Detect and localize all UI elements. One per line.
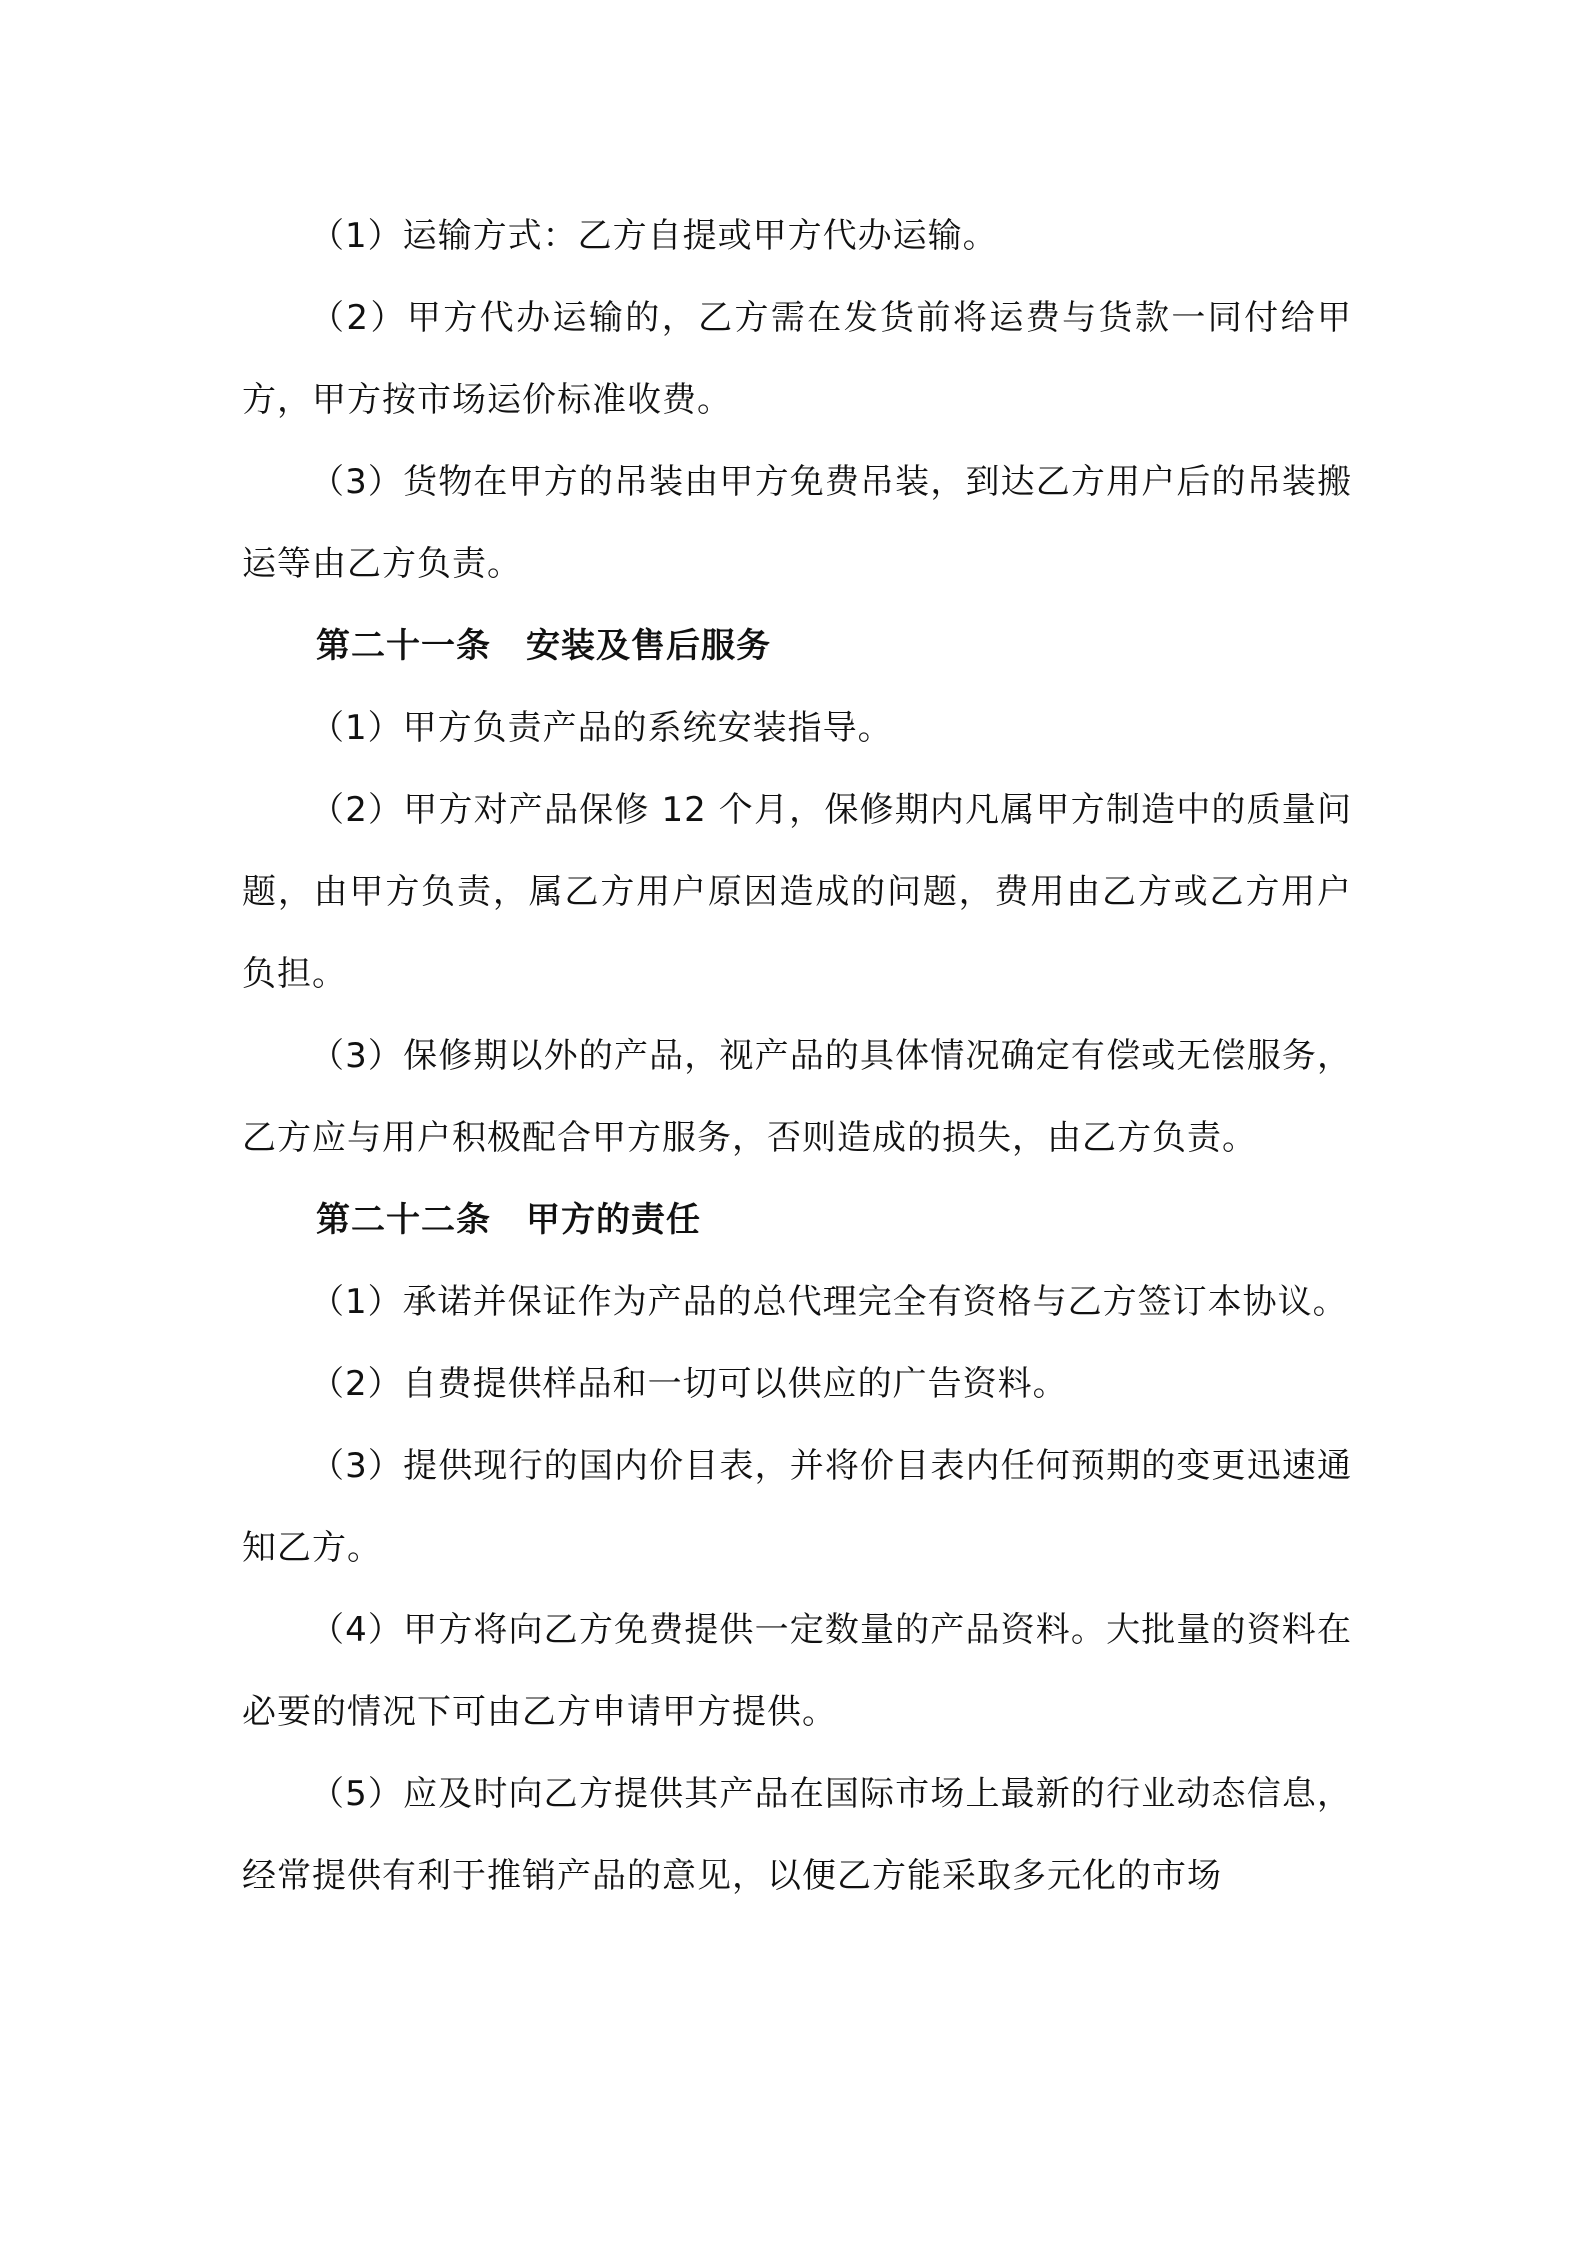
document-body [242, 195, 1352, 1917]
paragraph-warranty: （2）甲方对产品保修 12 个月，保修期内凡属甲方制造中的质量问题，由甲方负责，属乙方用户原因造成的问题，费用由乙方或乙方用户负担。 [242, 790, 1352, 994]
paragraph-agent-qualification: （1）承诺并保证作为产品的总代理完全有资格与乙方签订本协议。 [310, 1282, 1348, 1322]
paragraph-post-warranty-service: （3）保修期以外的产品，视产品的具体情况确定有偿或无偿服务，乙方应与用户积极配合甲方服务，否则造成的损失，由乙方负责。 [242, 1036, 1352, 1158]
paragraph-samples: （2）自费提供样品和一切可以供应的广告资料。 [310, 1364, 1068, 1404]
article-21-heading: 第二十一条 安装及售后服务 [316, 626, 771, 666]
paragraph-transport-method: （1）运输方式：乙方自提或甲方代办运输。 [310, 216, 998, 256]
article-22-heading: 第二十二条 甲方的责任 [316, 1200, 701, 1240]
paragraph-lifting: （3）货物在甲方的吊装由甲方免费吊装，到达乙方用户后的吊装搬运等由乙方负责。 [242, 462, 1352, 584]
paragraph-market-information: （5）应及时向乙方提供其产品在国际市场上最新的行业动态信息，经常提供有利于推销产品的意见，以便乙方能采取多元化的市场 [242, 1774, 1352, 1896]
paragraph-transport-fee: （2）甲方代办运输的，乙方需在发货前将运费与货款一同付给甲方，甲方按市场运价标准收费。 [242, 298, 1352, 420]
paragraph-installation-guidance: （1）甲方负责产品的系统安装指导。 [310, 708, 893, 748]
paragraph-price-list: （3）提供现行的国内价目表，并将价目表内任何预期的变更迅速通知乙方。 [242, 1446, 1352, 1568]
paragraph-product-materials: （4）甲方将向乙方免费提供一定数量的产品资料。大批量的资料在必要的情况下可由乙方申请甲方提供。 [242, 1610, 1352, 1732]
